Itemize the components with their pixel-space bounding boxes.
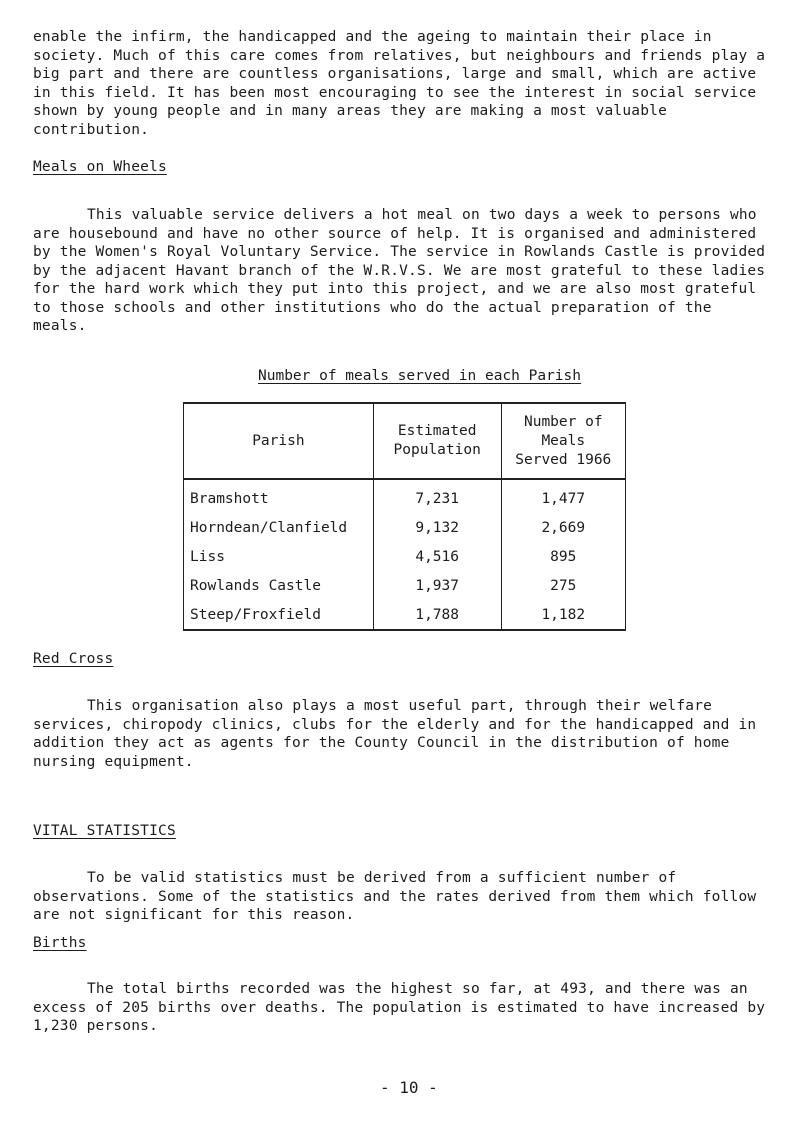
parish-cell: Steep/Froxfield	[184, 600, 374, 630]
meals-cell: 1,477	[501, 479, 625, 513]
population-header-line1: Estimated	[397, 423, 477, 439]
vital-statistics-heading: VITAL STATISTICS	[33, 823, 176, 839]
table-header-row	[184, 403, 626, 479]
parish-cell: Liss	[184, 542, 374, 571]
meals-column-header	[501, 403, 625, 479]
vital-statistics-paragraph: To be valid statistics must be derived from a sufficient number of observations. Some of the statistics and the rates derived from them which follow are not significant for this reason.	[33, 870, 766, 923]
table-row	[184, 542, 626, 571]
red-cross-heading: Red Cross	[33, 651, 114, 667]
population-cell: 4,516	[373, 542, 501, 571]
meals-table-caption: Number of meals served in each Parish	[258, 368, 582, 384]
population-column-header	[373, 403, 501, 479]
red-cross-paragraph: This organisation also plays a most useful part, through their welfare services, chiropody clinics, clubs for the elderly and for the handicapped and in addition they act as agents for the County Council in the distribution of home nursing equipment.	[33, 698, 766, 770]
meals-header-line3: Served 1966	[515, 451, 612, 468]
parish-header-label: Parish	[252, 432, 305, 449]
intro-paragraph: enable the infirm, the handicapped and the ageing to maintain their place in society. Much of this care comes from relatives, but neighbours and friends play a big part and there are countless organisations, large and small, which are active in this field. It has been most encouraging to see the interest in social service shown by young people and in many areas they are making a most valuable contribution.	[33, 29, 775, 138]
population-cell: 1,788	[373, 600, 501, 630]
meals-header-line2: Meals	[541, 432, 586, 449]
population-header-line2: Population	[393, 442, 481, 458]
parish-cell: Rowlands Castle	[184, 571, 374, 600]
births-heading: Births	[33, 935, 87, 951]
meals-cell: 275	[501, 571, 625, 600]
population-cell: 7,231	[373, 479, 501, 513]
page-number: - 10 -	[380, 1078, 438, 1097]
meals-cell: 1,182	[501, 600, 625, 630]
births-paragraph: The total births recorded was the highest so far, at 493, and there was an excess of 205 births over deaths. The population is estimated to have increased by 1,230 persons.	[33, 981, 775, 1034]
meals-header-line1: Number of	[523, 413, 603, 430]
meals-cell: 2,669	[501, 513, 625, 542]
table-row	[184, 513, 626, 542]
table-row	[184, 479, 626, 513]
meals-on-wheels-paragraph: This valuable service delivers a hot meal on two days a week to persons who are housebound and have no other source of help. It is organised and administered by the Women's Royal Voluntary Service. The service in Rowlands Castle is provided by the adjacent Havant branch of the W.R.V.S. We are most grateful to these ladies for the hard work which they put into this project, and we are also most grateful to those schools and other institutions who do the actual preparation of the meals.	[33, 207, 775, 334]
table-row	[184, 600, 626, 630]
parish-column-header	[184, 403, 374, 479]
meals-table	[183, 402, 626, 631]
population-cell: 1,937	[373, 571, 501, 600]
table-row	[184, 571, 626, 600]
meals-cell: 895	[501, 542, 625, 571]
parish-cell: Bramshott	[184, 479, 374, 513]
meals-on-wheels-heading: Meals on Wheels	[33, 159, 167, 175]
population-cell: 9,132	[373, 513, 501, 542]
parish-cell: Horndean/Clanfield	[184, 513, 374, 542]
